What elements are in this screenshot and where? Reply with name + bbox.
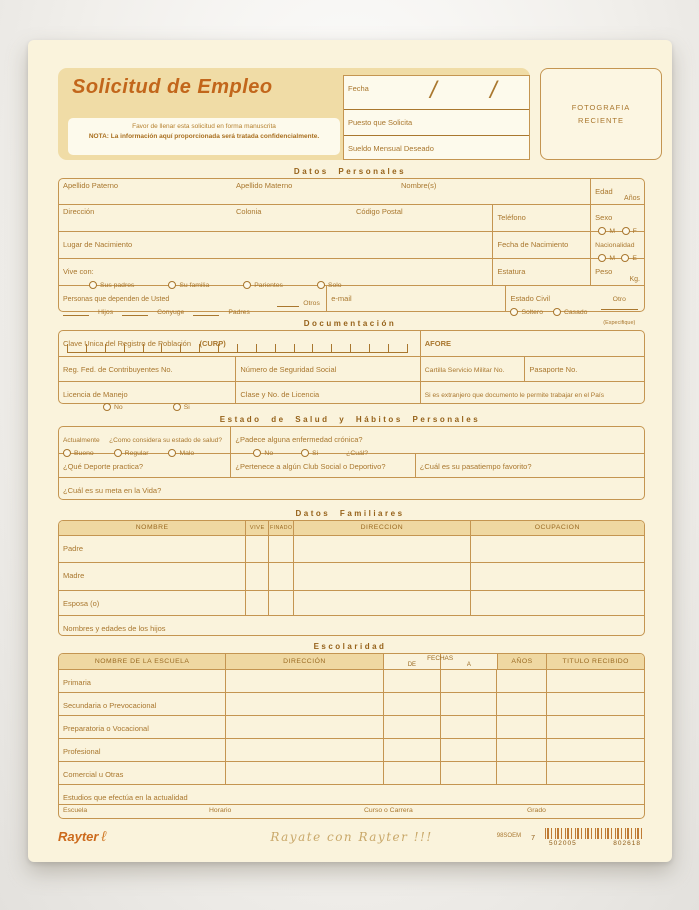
col-header-a: A [440, 654, 497, 669]
esposa-ocupacion-field[interactable] [470, 591, 644, 615]
col-header-finado: FINADO [268, 521, 293, 535]
nacionalidad-label: Nacionalidad [595, 242, 635, 249]
datos-familiares-table [58, 520, 645, 636]
vive-opt-label: Sus padres [100, 281, 135, 289]
apellido-materno-label: Apellido Materno [236, 181, 293, 190]
colonia-label: Colonia [236, 207, 262, 216]
primaria-titulo-field[interactable] [546, 670, 644, 692]
footer [58, 826, 645, 852]
fecha-field[interactable] [344, 76, 529, 109]
blank-line[interactable] [277, 301, 299, 307]
blank-line[interactable] [193, 310, 219, 316]
clase-licencia-label: Clase y No. de Licencia [240, 390, 320, 399]
anios-label: Años [624, 195, 640, 202]
afore-label: AFORE [424, 339, 452, 348]
vive-opt-label: Parientes [254, 281, 283, 289]
instructions-note [68, 118, 340, 155]
profesional-de-field[interactable] [383, 739, 440, 761]
estudios-actuales-field[interactable] [59, 785, 644, 804]
col-header-vive: VIVE [245, 521, 268, 535]
preparatoria-direccion-field[interactable] [225, 716, 382, 738]
form-code: 98SOEM [496, 833, 522, 839]
family-row-esposa [59, 590, 644, 615]
vive-con-field [59, 259, 492, 289]
secundaria-anios-field[interactable] [496, 693, 546, 715]
radio-soltero[interactable] [510, 308, 518, 316]
school-row-secundaria [59, 692, 644, 715]
madre-direccion-field[interactable] [293, 563, 469, 589]
edad-field[interactable] [590, 179, 644, 204]
deporte-field[interactable] [59, 454, 230, 477]
fechas-label: FECHAS [427, 655, 454, 662]
comercial-label: Comercial u Otras [63, 769, 124, 779]
section-title-documentacion: Documentación [303, 319, 397, 328]
puesto-label: Puesto que Solicita [348, 118, 413, 127]
edad-label: Edad [595, 187, 613, 196]
licencia-field [59, 382, 235, 411]
grado-label: Grado [527, 806, 546, 814]
padre-vive-field[interactable] [245, 536, 268, 562]
vive-opt-label: Solo [327, 281, 342, 289]
radio-casado[interactable] [553, 308, 561, 316]
estado-civil-label: Estado Civil [510, 294, 551, 303]
nss-field[interactable] [235, 357, 419, 381]
soltero-label: Soltero [521, 308, 543, 316]
extranjero-label: Si es extranjero que documento le permite trabajar en el País [424, 392, 604, 399]
sexo-label: Sexo [595, 213, 613, 222]
profesional-label: Profesional [63, 746, 101, 756]
secundaria-a-field[interactable] [440, 693, 497, 715]
photo-label-2: RECIENTE [578, 116, 624, 125]
salud-opt-label: Bueno [74, 449, 94, 457]
col-header-ocupacion: OCUPACION [470, 521, 644, 535]
lugar-nacimiento-label: Lugar de Nacimiento [63, 240, 133, 249]
profesional-titulo-field[interactable] [546, 739, 644, 761]
primaria-label: Primaria [63, 677, 91, 687]
esposa-label: Esposa (o) [63, 598, 100, 608]
hijos-label: Nombres y edades de los hijos [63, 624, 166, 634]
name-fields-row[interactable] [59, 179, 590, 204]
section-title-escolaridad: Escolaridad [313, 642, 387, 651]
section-title-datos-personales: Datos Personales [293, 167, 407, 176]
col-header-anios: AÑOS [497, 654, 547, 669]
esposa-vive-field[interactable] [245, 591, 268, 615]
profesional-direccion-field[interactable] [225, 739, 382, 761]
family-row-padre [59, 535, 644, 562]
photo-label-1: FOTOGRAFIA [571, 103, 631, 112]
dependen-opt-label: Padres [228, 309, 250, 316]
estatura-field[interactable] [492, 259, 590, 285]
codigo-postal-label: Código Postal [356, 207, 403, 216]
club-question: ¿Pertenece a algún Club Social o Deportivo? [235, 462, 386, 471]
preparatoria-label: Preparatoria o Vocacional [63, 723, 149, 733]
club-field[interactable] [230, 454, 414, 477]
peso-label: Peso [595, 267, 613, 276]
col-header-direccion: DIRECCION [293, 521, 469, 535]
col-header-de: DE [407, 661, 417, 668]
job-application-form [28, 40, 672, 862]
date-slash-icon: / [490, 77, 497, 104]
blank-line[interactable] [63, 310, 89, 316]
slogan-text: Rayate con Rayter !!! [270, 830, 433, 844]
ean-prefix-digit: 7 [531, 835, 535, 842]
blank-line[interactable] [122, 310, 148, 316]
note-line-2: NOTA: La información aquí proporcionada será tratada confidencialmente. [88, 133, 320, 140]
primaria-de-field[interactable] [383, 670, 440, 692]
esposa-finado-field[interactable] [268, 591, 293, 615]
cartilla-field[interactable] [420, 357, 525, 381]
comercial-a-field[interactable] [440, 762, 497, 784]
extranjero-field[interactable] [420, 382, 644, 403]
primaria-anios-field[interactable] [496, 670, 546, 692]
address-fields-row[interactable] [59, 205, 492, 231]
curso-carrera-label: Curso o Carrera [364, 806, 413, 814]
meta-question: ¿Cuál es su meta en la Vida? [63, 486, 162, 495]
fecha-nacimiento-field[interactable] [492, 232, 590, 258]
estudios-actuales-label: Estudios que efectúa en la actualidad [63, 792, 188, 802]
clase-licencia-field[interactable] [235, 382, 419, 403]
padre-finado-field[interactable] [268, 536, 293, 562]
sueldo-field[interactable] [344, 135, 529, 161]
sexo-m-label: M [609, 227, 616, 235]
madre-finado-field[interactable] [268, 563, 293, 589]
barcode [545, 828, 645, 847]
col-header-nombre: NOMBRE [59, 521, 245, 535]
actualmente-label: Actualmente [63, 437, 100, 444]
preparatoria-anios-field[interactable] [496, 716, 546, 738]
nss-label: Número de Seguridad Social [240, 364, 337, 374]
hijos-field[interactable] [59, 616, 644, 635]
horario-label: Horario [209, 806, 232, 814]
vive-opt-label: Su familia [179, 281, 210, 289]
licencia-si-label: Si [183, 403, 190, 411]
primaria-escuela-field[interactable] [59, 670, 225, 692]
email-field[interactable] [326, 286, 505, 311]
otro-label: Otro [612, 296, 626, 303]
puesto-field[interactable] [344, 109, 529, 135]
kg-label: Kg. [629, 276, 641, 283]
comercial-de-field[interactable] [383, 762, 440, 784]
cronica-no-label: No [264, 449, 274, 457]
casado-label: Casado [563, 308, 588, 316]
col-header-titulo: TITULO RECIBIDO [546, 654, 644, 669]
section-title-datos-familiares: Datos Familiares [295, 509, 405, 518]
telefono-label: Teléfono [497, 213, 526, 222]
pasatiempo-question: ¿Cuál es su pasatiempo favorito? [419, 462, 532, 471]
madre-ocupacion-field[interactable] [470, 563, 644, 589]
lugar-nacimiento-field[interactable] [59, 232, 492, 258]
secundaria-direccion-field[interactable] [225, 693, 382, 715]
curp-label: Clave Unica del Registro de Población [63, 339, 191, 348]
fecha-nacimiento-label: Fecha de Nacimiento [497, 240, 569, 249]
pasatiempo-field[interactable] [415, 454, 644, 477]
ean-right-digits: 802618 [613, 840, 641, 847]
direccion-label: Dirección [63, 207, 95, 216]
afore-field[interactable] [420, 331, 644, 356]
note-line-1: Favor de llenar esta solicitud en forma manuscrita [132, 123, 276, 130]
dependientes-label: Personas que dependen de Usted [63, 296, 170, 303]
dependen-opt-label: Otros [303, 300, 320, 307]
comercial-titulo-field[interactable] [546, 762, 644, 784]
secundaria-de-field[interactable] [383, 693, 440, 715]
section-title-salud: Estado de Salud y Hábitos Personales [219, 415, 481, 424]
salud-opt-label: Regular [124, 449, 149, 457]
documentacion-table [58, 330, 645, 411]
profesional-a-field[interactable] [440, 739, 497, 761]
cartilla-label: Cartilla Servicio Militar No. [424, 366, 505, 374]
esposa-nombre-field[interactable] [59, 591, 245, 615]
apellido-paterno-label: Apellido Paterno [63, 181, 119, 190]
esposa-direccion-field[interactable] [293, 591, 469, 615]
secundaria-escuela-field[interactable] [59, 693, 225, 715]
estado-salud-field [59, 427, 230, 457]
email-label: e-mail [331, 294, 352, 303]
madre-nombre-field[interactable] [59, 563, 245, 589]
family-row-madre [59, 562, 644, 589]
curp-bold-label: (CURP) [199, 339, 226, 348]
dependientes-field[interactable] [59, 286, 273, 316]
form-title: Solicitud de Empleo [72, 76, 273, 98]
pasaporte-label: Pasaporte No. [529, 364, 578, 374]
header-banner [58, 68, 530, 160]
otro-estado-field[interactable] [595, 286, 644, 326]
pencil-doodle-icon: ℓ [101, 828, 106, 844]
rfc-field[interactable] [59, 357, 235, 381]
brand-name: Rayter [58, 829, 99, 844]
fecha-label: Fecha [348, 84, 369, 93]
meta-field[interactable] [59, 478, 644, 499]
cual-label: ¿Cuál? [346, 449, 369, 457]
rfc-label: Reg. Fed. de Contribuyentes No. [63, 364, 173, 374]
school-row-profesional [59, 738, 644, 761]
licencia-label: Licencia de Manejo [63, 390, 128, 399]
curp-character-boxes[interactable] [67, 344, 408, 353]
especifique-label: (Especifique) [603, 320, 636, 326]
comercial-escuela-field[interactable] [59, 762, 225, 784]
nombres-label: Nombre(s) [401, 181, 437, 190]
licencia-no-label: No [114, 403, 123, 411]
estatura-label: Estatura [497, 267, 526, 276]
secundaria-titulo-field[interactable] [546, 693, 644, 715]
col-header-fechas [383, 654, 497, 669]
barcode-bars-icon [545, 828, 645, 839]
pasaporte-field[interactable] [524, 357, 644, 381]
radio-licencia-no[interactable] [103, 403, 111, 411]
curp-field[interactable] [59, 331, 420, 356]
cronica-si-label: Si [312, 449, 319, 457]
padre-label: Padre [63, 543, 84, 553]
escuela-label: Escuela [63, 806, 88, 814]
nacionalidad-m-label: M [609, 254, 615, 262]
profesional-anios-field[interactable] [496, 739, 546, 761]
date-slash-icon: / [430, 77, 437, 104]
estado-salud-question: ¿Como considera su estado de salud? [109, 437, 223, 444]
estudios-detalle-row[interactable] [59, 805, 644, 818]
header-fields-box [343, 75, 530, 160]
telefono-field[interactable] [492, 205, 590, 231]
radio-licencia-si[interactable] [173, 403, 181, 411]
primaria-direccion-field[interactable] [225, 670, 382, 692]
madre-label: Madre [63, 571, 85, 581]
photo-box [540, 68, 662, 160]
comercial-anios-field[interactable] [496, 762, 546, 784]
preparatoria-de-field[interactable] [383, 716, 440, 738]
col-header-escuela: NOMBRE DE LA ESCUELA [59, 654, 225, 669]
primaria-a-field[interactable] [440, 670, 497, 692]
ean-left-digits: 502005 [549, 840, 577, 847]
salud-opt-label: Malo [179, 449, 195, 457]
sueldo-label: Sueldo Mensual Deseado [348, 144, 434, 153]
dependen-opt-label: Conyuge [157, 309, 185, 316]
enfermedad-cronica-question: ¿Padece alguna enfermedad crónica? [235, 435, 363, 444]
preparatoria-titulo-field[interactable] [546, 716, 644, 738]
salud-table [58, 426, 645, 500]
profesional-escuela-field[interactable] [59, 739, 225, 761]
peso-field[interactable] [590, 259, 644, 285]
vive-con-label: Vive con: [63, 267, 94, 276]
padre-ocupacion-field[interactable] [470, 536, 644, 562]
dependen-opt-label: Hijos [98, 309, 114, 316]
preparatoria-escuela-field[interactable] [59, 716, 225, 738]
school-row-primaria [59, 669, 644, 692]
sexo-field [590, 205, 644, 235]
school-row-comercial [59, 761, 644, 784]
nacionalidad-field [590, 232, 644, 262]
madre-vive-field[interactable] [245, 563, 268, 589]
padre-nombre-field[interactable] [59, 536, 245, 562]
sexo-f-label: F [632, 227, 637, 235]
nacionalidad-e-label: E [632, 254, 637, 262]
escolaridad-table [58, 653, 645, 819]
padre-direccion-field[interactable] [293, 536, 469, 562]
barcode-area [497, 828, 645, 847]
preparatoria-a-field[interactable] [440, 716, 497, 738]
col-header-direccion-esc: DIRECCIÓN [225, 654, 382, 669]
enfermedad-cronica-field [230, 427, 644, 457]
comercial-direccion-field[interactable] [225, 762, 382, 784]
deporte-question: ¿Qué Deporte practica? [63, 462, 144, 471]
estado-civil-field [505, 286, 594, 316]
dependientes-otros [273, 286, 326, 311]
secundaria-label: Secundaria o Prevocacional [63, 700, 157, 710]
school-row-preparatoria [59, 715, 644, 738]
